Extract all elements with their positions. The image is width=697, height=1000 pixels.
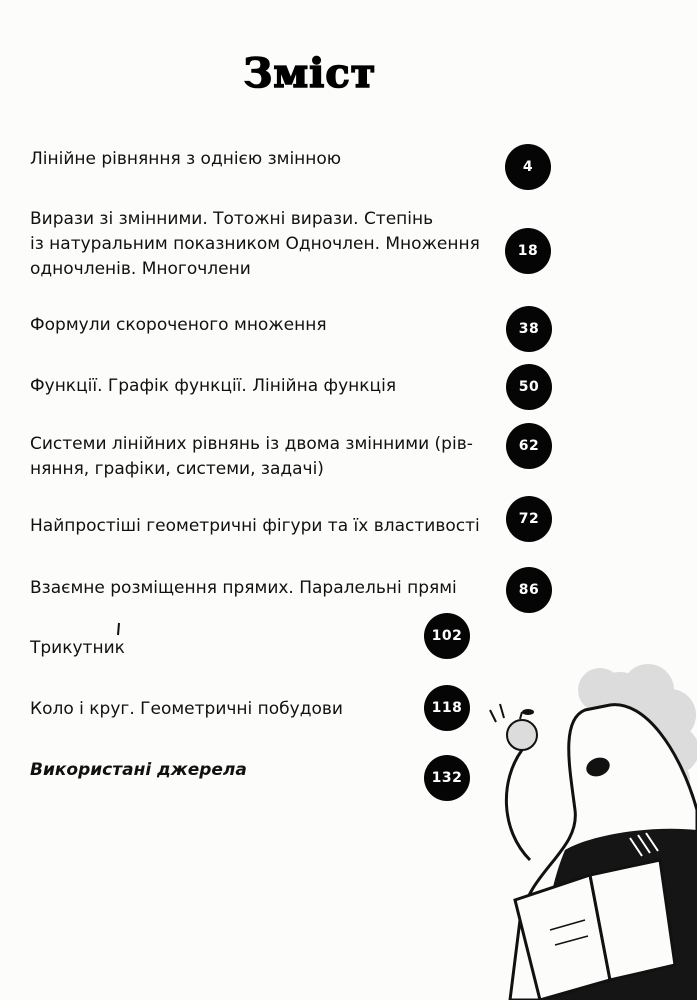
toc-item[interactable] xyxy=(30,636,125,661)
toc-item-title-line: Лінійне рівняння з однією змінною xyxy=(30,149,342,169)
toc-item-title xyxy=(30,758,247,783)
toc-item-title-line: одночленів. Многочлени xyxy=(30,259,251,279)
toc-page-badge: 102 xyxy=(424,613,470,659)
toc-item[interactable] xyxy=(30,313,327,338)
toc-page-badge: 38 xyxy=(506,306,552,352)
toc-item-title xyxy=(30,636,125,661)
toc-item-title xyxy=(30,432,473,482)
toc-item[interactable] xyxy=(30,576,457,601)
toc-item[interactable] xyxy=(30,374,396,399)
ink-mark-icon xyxy=(115,622,123,640)
toc-item[interactable] xyxy=(30,432,473,482)
toc-item-title-line: Трикутник xyxy=(30,638,125,658)
toc-item[interactable] xyxy=(30,758,247,783)
toc-item-title xyxy=(30,374,396,399)
toc-item-title-line: із натуральним показником Одночлен. Множення xyxy=(30,234,480,254)
toc-item-title-line: Використані джерела xyxy=(30,760,247,780)
toc-item-title xyxy=(30,697,343,722)
toc-page-badge: 118 xyxy=(424,685,470,731)
toc-item-title-line: Коло і круг. Геометричні побудови xyxy=(30,699,343,719)
toc-item[interactable] xyxy=(30,147,341,172)
toc-item-title xyxy=(30,207,480,282)
toc-page-badge: 18 xyxy=(505,228,551,274)
toc-page-badge: 86 xyxy=(506,567,552,613)
toc-item[interactable] xyxy=(30,514,480,539)
toc-item-title-line: Функції. Графік функції. Лінійна функція xyxy=(30,376,397,396)
toc-item[interactable] xyxy=(30,207,480,282)
character-reading-illustration-icon xyxy=(470,660,697,1000)
toc-item-title-line: Найпростіші геометричні фігури та їх властивості xyxy=(30,516,480,536)
toc-item-title-line: Взаємне розміщення прямих. Паралельні прямі xyxy=(30,578,457,598)
toc-item-title-line: Формули скороченого множення xyxy=(30,315,327,335)
toc-page-badge: 72 xyxy=(506,496,552,542)
toc-item-title-line: Системи лінійних рівнянь із двома змінними (рів- xyxy=(30,434,473,454)
toc-page-badge: 132 xyxy=(424,755,470,801)
toc-page-badge: 4 xyxy=(505,144,551,190)
toc-item-title xyxy=(30,313,327,338)
page-title: Зміст xyxy=(243,50,377,97)
toc-item-title xyxy=(30,514,480,539)
toc-item-title xyxy=(30,147,341,172)
toc-item-title-line: няння, графіки, системи, задачі) xyxy=(30,459,324,479)
toc-item-title-line: Вирази зі змінними. Тотожні вирази. Степінь xyxy=(30,209,434,229)
toc-item[interactable] xyxy=(30,697,343,722)
toc-item-title xyxy=(30,576,457,601)
toc-page-badge: 50 xyxy=(506,364,552,410)
toc-page-badge: 62 xyxy=(506,423,552,469)
